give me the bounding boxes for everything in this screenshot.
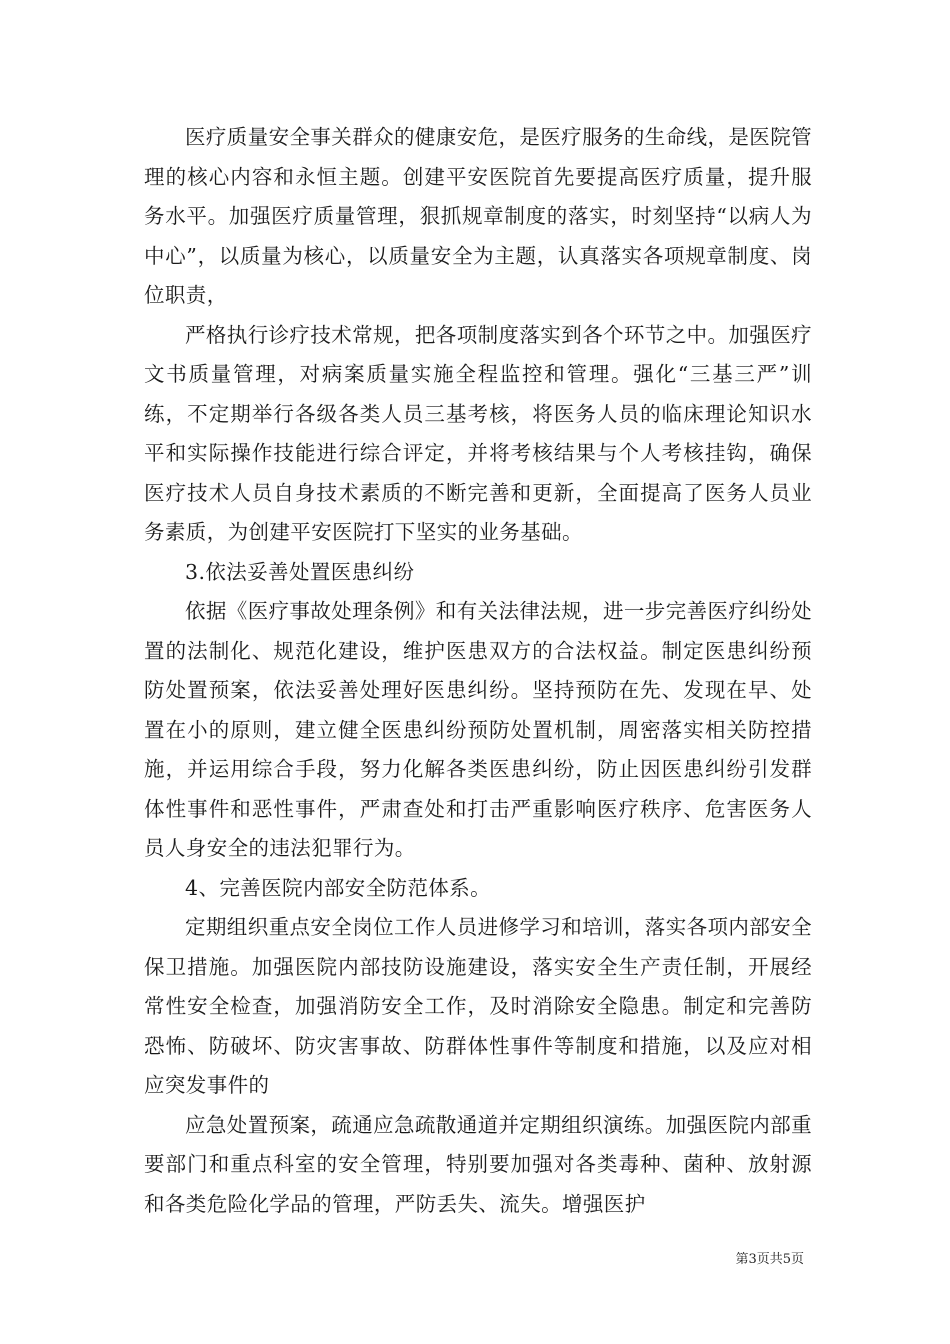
paragraph-5: 应急处置预案，疏通应急疏散通道并定期组织演练。加强医院内部重要部门和重点科室的安全管理，特别要加强对各类毒种、菌种、放射源和各类危险化学品的管理，严防丢失、流失。增强医护 [144,1112,812,1216]
paragraph-2: 严格执行诊疗技术常规，把各项制度落实到各个环节之中。加强医疗文书质量管理，对病案质量实施全程监控和管理。强化“三基三严”训练，不定期举行各级各类人员三基考核，将医务人员的临床理论知识水平和实际操作技能进行综合评定，并将考核结果与个人考核挂钩，确保医疗技术人员自身技术素质的不断完善和更新，全面提高了医务人员业务素质，为创建平安医院打下坚实的业务基础。 [144,322,812,544]
document-body [144,118,812,1224]
paragraph-3: 依据《医疗事故处理条例》和有关法律法规，进一步完善医疗纠纷处置的法制化、规范化建设，维护医患双方的合法权益。制定医患纠纷预防处置预案，依法妥善处理好医患纠纷。坚持预防在先、发现在早、处置在小的原则，建立健全医患纠纷预防处置机制，周密落实相关防控措施，并运用综合手段，努力化解各类医患纠纷，防止因医患纠纷引发群体性事件和恶性事件，严肃查处和打击严重影响医疗秩序、危害医务人员人身安全的违法犯罪行为。 [144,599,812,860]
section-heading-4: 4、完善医院内部安全防范体系。 [185,875,492,900]
paragraph-4: 定期组织重点安全岗位工作人员进修学习和培训，落实各项内部安全保卫措施。加强医院内部技防设施建设，落实安全生产责任制，开展经常性安全检查，加强消防安全工作，及时消除安全隐患。制定和完善防恐怖、防破坏、防灾害事故、防群体性事件等制度和措施，以及应对相应突发事件的 [144,915,812,1097]
section-heading-3: 3.依法妥善处置医患纠纷 [185,559,415,584]
page-number: 第3页共5页 [735,1252,804,1267]
paragraph-1: 医疗质量安全事关群众的健康安危，是医疗服务的生命线，是医院管理的核心内容和永恒主题。创建平安医院首先要提高医疗质量，提升服务水平。加强医疗质量管理，狠抓规章制度的落实，时刻坚持“以病人为中心”，以质量为核心，以质量安全为主题，认真落实各项规章制度、岗位职责， [144,125,812,307]
